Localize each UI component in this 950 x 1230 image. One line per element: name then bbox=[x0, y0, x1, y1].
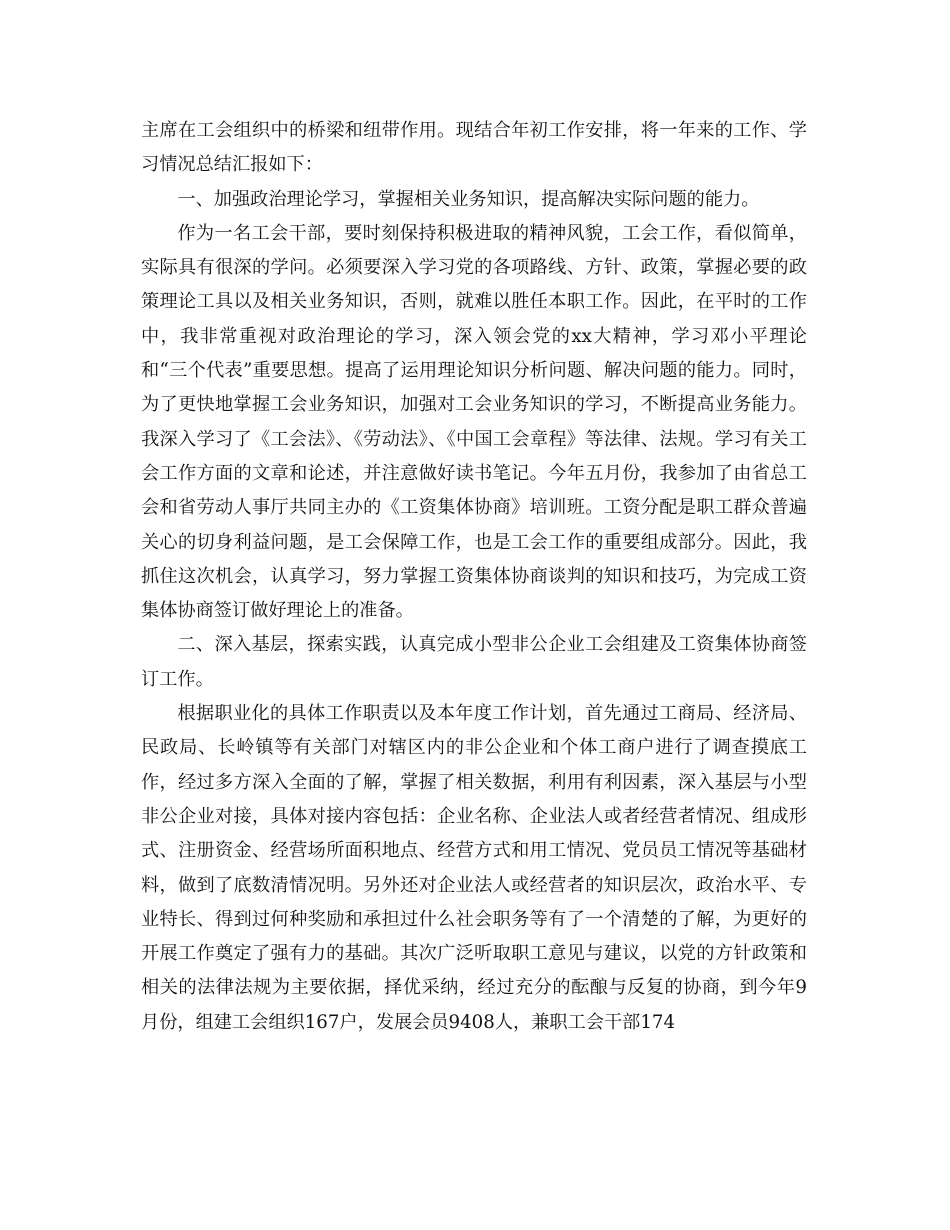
document-body bbox=[141, 114, 807, 1040]
section-heading-2: 二、深入基层，探索实践，认真完成小型非公企业工会组建及工资集体协商签订工作。 bbox=[141, 634, 807, 690]
paragraph-theory-study: 作为一名工会干部，要时刻保持积极进取的精神风貌，工会工作，看似简单，实际具有很深的学问。必须要深入学习党的各项路线、方针、政策，掌握必要的政策理论工具以及相关业务知识，否则，就难以胜任本职工作。因此，在平时的工作中，我非常重视对政治理论的学习，深入领会党的xx大精神，学习邓小平理论和“三个代表”重要思想。提高了运用理论知识分析问题、解决问题的能力。同时，为了更快地掌握工会业务知识，加强对工会业务知识的学习，不断提高业务能力。我深入学习了《工会法》、《劳动法》、《中国工会章程》等法律、法规。学习有关工会工作方面的文章和论述，并注意做好读书笔记。今年五月份，我参加了由省总工会和省劳动人事厅共同主办的《工资集体协商》培训班。工资分配是职工群众普遍关心的切身利益问题，是工会保障工作，也是工会工作的重要组成部分。因此，我抓住这次机会，认真学习，努力掌握工资集体协商谈判的知识和技巧，为完成工资集体协商签订做好理论上的准备。 bbox=[141, 222, 807, 622]
paragraph-continuation: 主席在工会组织中的桥梁和纽带作用。现结合年初工作安排，将一年来的工作、学习情况总结汇报如下： bbox=[141, 120, 807, 176]
paragraph-grassroots-work: 根据职业化的具体工作职责以及本年度工作计划，首先通过工商局、经济局、民政局、长岭镇等有关部门对辖区内的非公企业和个体工商户进行了调查摸底工作，经过多方深入全面的了解，掌握了相关数据，利用有利因素，深入基层与小型非公企业对接，具体对接内容包括：企业名称、企业法人或者经营者情况、组成形式、注册资金、经营场所面积地点、经营方式和用工情况、党员员工情况等基础材料，做到了底数清情况明。另外还对企业法人或经营者的知识层次，政治水平、专业特长、得到过何种奖励和承担过什么社会职务等有了一个清楚的了解，为更好的开展工作奠定了强有力的基础。其次广泛听取职工意见与建议，以党的方针政策和相关的法律法规为主要依据，择优采纳，经过充分的酝酿与反复的协商，到今年9月份，组建工会组织167户，发展会员9408人，兼职工会干部174 bbox=[141, 703, 807, 1033]
section-heading-1: 一、加强政治理论学习，掌握相关业务知识，提高解决实际问题的能力。 bbox=[177, 188, 760, 210]
